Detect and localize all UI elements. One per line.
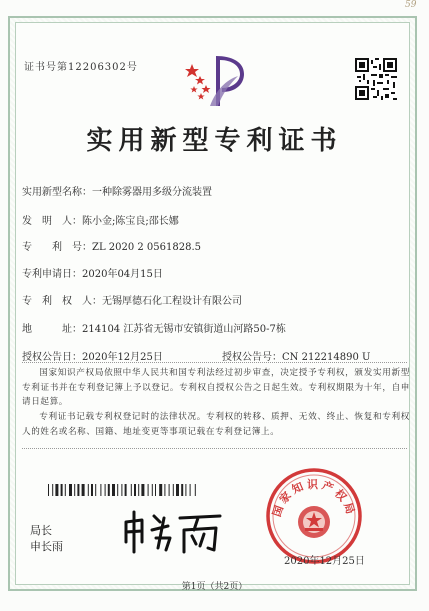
patentee-value: 无锡厚德石化工程设计有限公司 [102,296,242,307]
page-number: 第1页（共2页） [181,582,248,592]
grant-date-value: 2020年12月25日 [82,352,163,363]
cnipa-logo-icon [180,50,250,110]
utility-model-name-row [22,183,212,198]
grant-date-row [22,348,163,363]
address-label: 地 址： [22,324,82,335]
patentee-label: 专 利 权 人： [22,296,102,307]
patent-number-row [22,238,201,253]
svg-text:国家知识产权局: 国家知识产权局 [270,478,358,519]
divider-line [22,362,407,363]
address-value: 214104 江苏省无锡市安镇街道山河路50-7栋 [82,324,286,335]
qr-code-icon [355,58,397,100]
inventor-label: 发 明 人： [22,216,82,227]
filing-date-label: 专利申请日： [22,269,82,280]
patent-number-value: ZL 2020 2 0561828.5 [92,242,202,253]
divider-line [22,448,407,449]
utility-model-name-value: 一种除雾器用多级分流装置 [92,187,212,198]
grant-statement-paragraph: 国家知识产权局依照中华人民共和国专利法经过初步审查，决定授予专利权，颁发实用新型专利证书并在专利登记簿上予以登记。专利权自授权公告之日起生效。专利权期限为十年，自申请日起算。 [22,368,410,407]
filing-date-value: 2020年04月15日 [82,269,163,280]
handwritten-signature-icon [120,508,230,558]
signatory-name: 申长雨 [30,540,63,553]
grant-date-label: 授权公告日： [22,352,82,363]
patentee-row [22,292,242,307]
grant-number-row [222,348,370,363]
address-row [22,320,286,335]
official-seal-icon [264,466,364,566]
legal-status-paragraph: 专利证书记载专利权登记时的法律状况。专利权的转移、质押、无效、终止、恢复和专利权人的姓名或名称、国籍、地址变更等事项记载在专利登记簿上。 [22,412,410,437]
signature-title: 局长 [30,524,52,537]
grant-number-label: 授权公告号： [222,352,282,363]
certificate-number: 证书号第12206302号 [24,62,138,73]
inventor-value: 陈小金;陈宝良;邵长娜 [82,216,179,227]
corner-mark: 59 [405,0,417,10]
inventor-row [22,212,179,227]
document-title: 实用新型专利证书 [86,126,343,156]
utility-model-name-label: 实用新型名称： [22,187,92,198]
barcode-icon [48,484,268,496]
seal-date: 2020年12月25日 [284,556,365,567]
grant-number-value: CN 212214890 U [282,352,371,363]
patent-number-label: 专 利 号： [22,242,92,253]
filing-date-row [22,265,163,280]
